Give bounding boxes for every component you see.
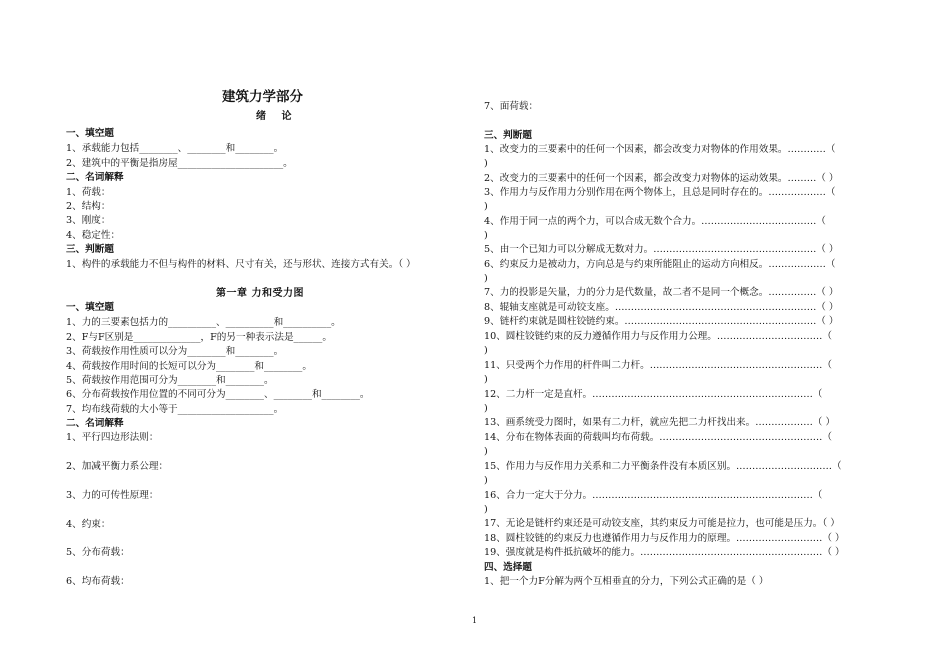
ch1-terms-heading: 二、名词解释 — [66, 418, 124, 429]
ch1-fill-item: 7、均布线荷载的大小等于____________________。 — [66, 404, 284, 415]
judge-item-bracket: ) — [484, 201, 488, 212]
judge-item: 13、画系统受力图时，如果有二力杆，就应先把二力杆找出来。………………（ ） — [484, 417, 836, 428]
judge-item: 5、由一个已知力可以分解成无数对力。……………………………………………（ ） — [484, 244, 839, 255]
choice-item: 1、把一个力F分解为两个互相垂直的分力，下列公式正确的是（ ） — [484, 576, 769, 587]
judge-item: 8、辊轴支座就是可动铰支座。………………………………………………………（ ） — [484, 302, 839, 313]
judge-item: 14、分布在物体表面的荷载叫均布荷载。……………………………………………（ — [484, 432, 832, 443]
ch1-term-item: 7、面荷载： — [484, 101, 539, 112]
intro-terms-heading: 二、名词解释 — [66, 172, 124, 183]
page-number: 1 — [472, 616, 478, 625]
judge-item-bracket: ) — [484, 345, 488, 356]
ch1-fill-item: 3、荷载按作用性质可以分为________和________。 — [66, 346, 284, 357]
judge-item-bracket: ) — [484, 504, 488, 515]
intro-term-item: 2、结构： — [66, 201, 111, 212]
intro-judge-heading: 三、判断题 — [66, 244, 114, 255]
intro-fill-item: 1、承载能力包括________、________和________。 — [66, 143, 284, 154]
intro-fill-heading: 一、填空题 — [66, 128, 114, 139]
judge-item: 4、作用于同一点的两个力，可以合成无数个合力。………………………………（ — [484, 216, 826, 227]
judge-item: 19、强度就是构件抵抗破坏的能力。…………………………………………………（ ） — [484, 547, 845, 558]
judge-item-bracket: ) — [484, 403, 488, 414]
chapter-title: 第一章 力和受力图 — [216, 288, 304, 299]
judge-item: 12、二力杆一定是直杆。……………………………………………………………（ — [484, 389, 823, 400]
judge-item: 7、力的投影是矢量，力的分力是代数量，故二者不是同一个概念。……………（ ） — [484, 287, 839, 298]
intro-term-item: 1、荷载： — [66, 187, 111, 198]
ch1-term-item: 2、加减平衡力系公理： — [66, 461, 169, 472]
ch1-term-item: 3、力的可传性原理： — [66, 490, 159, 501]
judge-item: 18、圆柱铰链的约束反力也遵循作用力与反作用力的原理。………………………（ ） — [484, 533, 845, 544]
judge-item: 16、合力一定大于分力。……………………………………………………………（ — [484, 490, 823, 501]
ch1-term-item: 6、均布荷载： — [66, 576, 130, 587]
judge-item: 17、无论是链杆约束还是可动铰支座，其约束反力可能是拉力，也可能是压力。（ ） — [484, 518, 840, 529]
choice-heading: 四、选择题 — [484, 562, 532, 573]
ch1-fill-item: 2、F与F区别是______________，F的另一种表示法是______。 — [66, 332, 332, 343]
document-title: 建筑力学部分 — [222, 89, 303, 105]
judge-item-bracket: ) — [484, 475, 488, 486]
intro-term-item: 4、稳定性： — [66, 230, 121, 241]
intro-judge-item: 1、构件的承载能力不但与构件的材料、尺寸有关，还与形状、连接方式有关。（ ） — [66, 259, 416, 270]
judge-item: 6、约束反力是被动力，方向总是与约束所能阻止的运动方向相反。………………（ — [484, 259, 836, 270]
ch1-fill-item: 1、力的三要素包括力的__________、__________和__________。 — [66, 317, 341, 328]
judge-item: 3、作用力与反作用力分别作用在两个物体上，且总是同时存在的。………………（ — [484, 187, 836, 198]
judge-item-bracket: ) — [484, 374, 488, 385]
judge-item: 10、圆柱铰链约束的反力遵循作用力与反作用力公理。……………………………（ — [484, 331, 832, 342]
judge-item: 9、链杆约束就是圆柱铰链约束。……………………………………………………（ ） — [484, 316, 839, 327]
ch1-fill-item: 4、荷载按作用时间的长短可以分为________和________。 — [66, 361, 312, 372]
ch1-term-item: 4、约束： — [66, 519, 111, 530]
ch1-fill-item: 6、分布荷载按作用位置的不同可分为________、________和________。 — [66, 389, 370, 400]
judge-item-bracket: ) — [484, 158, 488, 169]
intro-fill-item: 2、建筑中的平衡是指房屋______________________。 — [66, 158, 293, 169]
ch1-fill-heading: 一、填空题 — [66, 302, 114, 313]
judge-item-bracket: ) — [484, 230, 488, 241]
ch1-fill-item: 5、荷载按作用范围可分为________和________。 — [66, 375, 274, 386]
judge-item: 11、只受两个力作用的杆件叫二力杆。………………………………………………（ — [484, 360, 832, 371]
intro-term-item: 3、刚度： — [66, 215, 111, 226]
judge-item: 1、改变力的三要素中的任何一个因素，都会改变力对物体的作用效果。…………（ — [484, 144, 836, 155]
ch1-judge-heading: 三、判断题 — [484, 130, 532, 141]
judge-item-bracket: ) — [484, 273, 488, 284]
judge-item: 2、改变力的三要素中的任何一个因素，都会改变力对物体的运动效果。………（ ） — [484, 173, 839, 184]
ch1-term-item: 5、分布荷载： — [66, 547, 130, 558]
judge-item: 15、作用力与反作用力关系和二力平衡条件没有本质区别。…………………………（ — [484, 461, 842, 472]
intro-subtitle: 绪 论 — [256, 111, 298, 122]
ch1-term-item: 1、平行四边形法则： — [66, 432, 159, 443]
judge-item-bracket: ) — [484, 446, 488, 457]
